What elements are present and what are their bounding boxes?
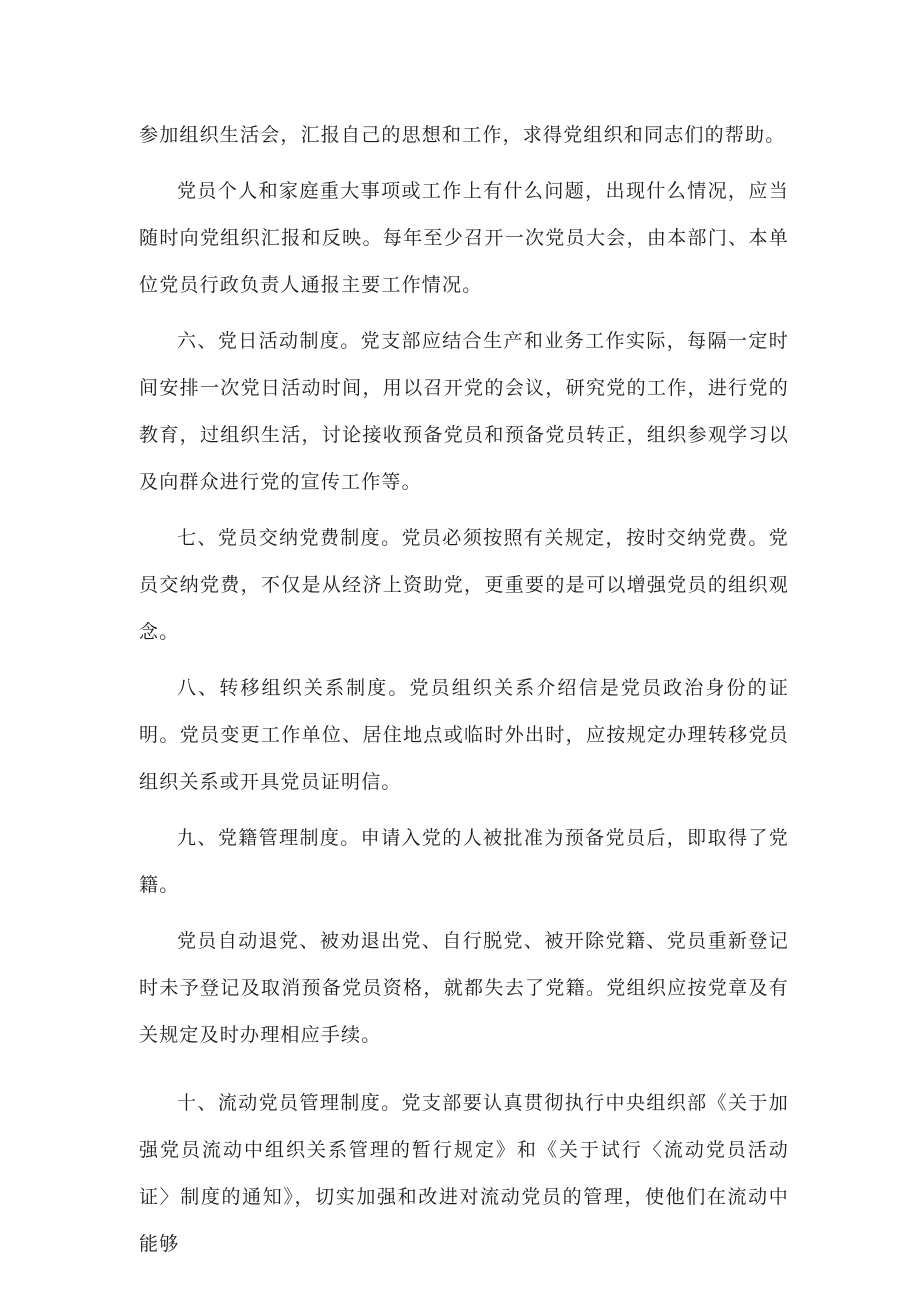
- body-text: [139, 112, 789, 1268]
- paragraph-section-10-mobile-members: 十、流动党员管理制度。党支部要认真贯彻执行中央组织部《关于加强党员流动中组织关系管理的暂行规定》和《关于试行〈流动党员活动证〉制度的通知》，切实加强和改进对流动党员的管理，使他们在流动中能够: [139, 1092, 789, 1255]
- paragraph-report-matters: 党员个人和家庭重大事项或工作上有什么问题，出现什么情况，应当随时向党组织汇报和反映。每年至少召开一次党员大会，由本部门、本单位党员行政负责人通报主要工作情况。: [139, 180, 789, 296]
- paragraph-section-6-party-day: 六、党日活动制度。党支部应结合生产和业务工作实际，每隔一定时间安排一次党日活动时间，用以召开党的会议，研究党的工作，进行党的教育，过组织生活，讨论接收预备党员和预备党员转正，组织参观学习以及向群众进行党的宣传工作等。: [139, 330, 789, 493]
- paragraph-section-7-party-dues: 七、党员交纳党费制度。党员必须按照有关规定，按时交纳党费。党员交纳党费，不仅是从经济上资助党，更重要的是可以增强党员的组织观念。: [139, 527, 789, 643]
- paragraph-continuation: 参加组织生活会，汇报自己的思想和工作，求得党组织和同志们的帮助。: [139, 124, 786, 146]
- paragraph-section-9-membership: 九、党籍管理制度。申请入党的人被批准为预备党员后，即取得了党籍。: [139, 827, 789, 896]
- paragraph-section-8-transfer: 八、转移组织关系制度。党员组织关系介绍信是党员政治身份的证明。党员变更工作单位、居住地点或临时外出时，应按规定办理转移党员组织关系或开具党员证明信。: [139, 677, 789, 793]
- paragraph-loss-of-membership: 党员自动退党、被劝退出党、自行脱党、被开除党籍、党员重新登记时未予登记及取消预备党员资格，就都失去了党籍。党组织应按党章及有关规定及时办理相应手续。: [139, 930, 789, 1046]
